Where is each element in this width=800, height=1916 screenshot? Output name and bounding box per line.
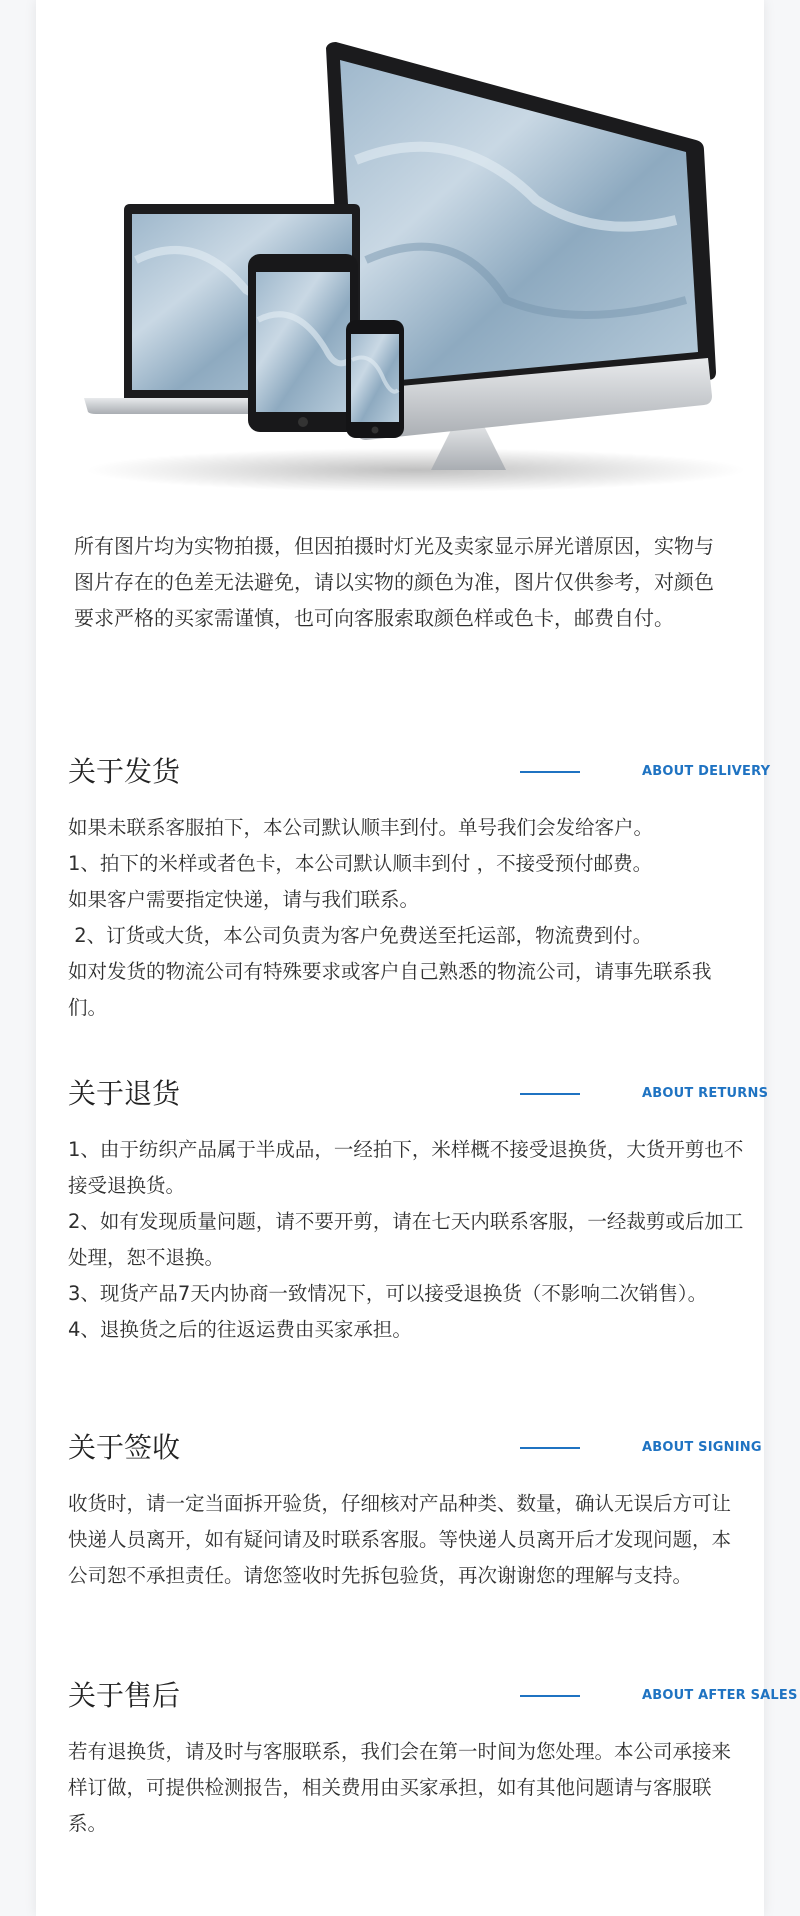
text-line: 1、由于纺织产品属于半成品，一经拍下，米样概不接受退换货，大货开剪也不接受退换货。 [68,1138,744,1197]
section-subtitle: ABOUT RETURNS [642,1086,769,1101]
color-disclaimer-text: 所有图片均为实物拍摄，但因拍摄时灯光及卖家显示屏光谱原因，实物与图片存在的色差无法避免，请以实物的颜色为准，图片仅供参考，对颜色要求严格的买家需谨慎，也可向客服索取颜色样或色卡，邮费自付。 [74,534,714,630]
section-divider-line [520,771,580,773]
text-line: 2、如有发现质量问题，请不要开剪，请在七天内联系客服，一经裁剪或后加工处理，恕不退换。 [68,1210,744,1269]
section-title: 关于售后 [68,1679,181,1712]
after-sales-section-header [68,1676,798,1716]
after-sales-section-body [68,1734,748,1842]
signing-section-body [68,1486,748,1594]
text-line: 若有退换货，请及时与客服联系，我们会在第一时间为您处理。本公司承接来样订做，可提供检测报告，相关费用由买家承担，如有其他问题请与客服联系。 [68,1740,732,1835]
returns-section-header [68,1074,769,1114]
section-title: 关于发货 [68,755,181,788]
returns-section-body [68,1132,748,1348]
text-line: 2、订货或大货，本公司负责为客户免费送至托运部，物流费到付。 [68,924,653,947]
section-subtitle: ABOUT DELIVERY [642,764,771,779]
product-detail-card [36,0,798,1916]
section-title: 关于退货 [68,1077,181,1110]
signing-section-header [68,1428,762,1468]
section-divider-line [520,1093,580,1095]
text-line: 如果未联系客服拍下，本公司默认顺丰到付。单号我们会发给客户。 [68,816,654,839]
text-line: 4、退换货之后的往返运费由买家承担。 [68,1318,412,1341]
text-line: 如果客户需要指定快递，请与我们联系。 [68,888,420,911]
section-title: 关于签收 [68,1431,181,1464]
section-subtitle: ABOUT SIGNING [642,1440,762,1455]
phone [346,320,404,438]
delivery-section-header [68,752,771,792]
text-line: 1、拍下的米样或者色卡，本公司默认顺丰到付 ，不接受预付邮费。 [68,852,653,875]
text-line: 3、现货产品7天内协商一致情况下，可以接受退换货（不影响二次销售）。 [68,1282,708,1305]
text-line: 收货时，请一定当面拆开验货，仔细核对产品种类、数量，确认无误后方可让快递人员离开，如有疑问请及时联系客服。等快递人员离开后才发现问题，本公司恕不承担责任。请您签收时先拆包验货，再次谢谢您的理解与支持。 [68,1492,732,1587]
section-subtitle: ABOUT AFTER SALES [642,1688,798,1703]
tablet [248,254,358,432]
delivery-section-body [68,810,748,1026]
text-line: 如对发货的物流公司有特殊要求或客户自己熟悉的物流公司，请事先联系我们。 [68,960,712,1019]
section-divider-line [520,1695,580,1697]
section-divider-line [520,1447,580,1449]
devices-hero-image [36,0,764,520]
